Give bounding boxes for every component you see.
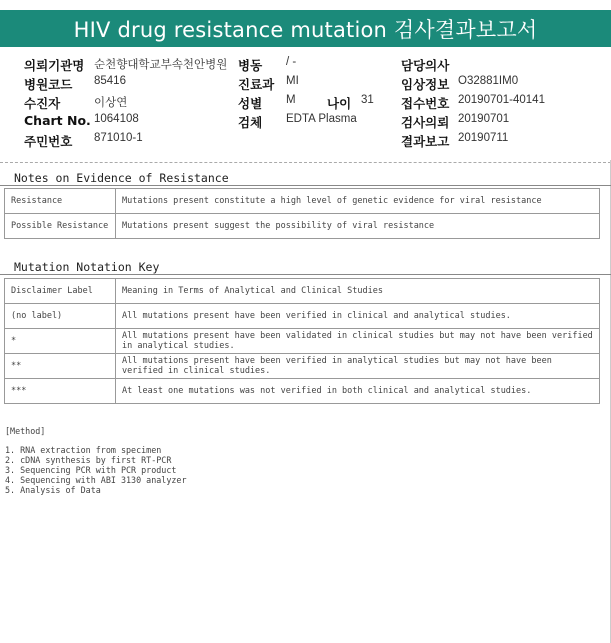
clinical-info-label: 임상정보: [401, 77, 450, 92]
patient-value: 이상연: [94, 97, 128, 109]
notes-label-possible: Possible Resistance: [5, 214, 116, 239]
specimen-label: 검체: [238, 115, 263, 130]
table-row: [5, 329, 600, 354]
info-row-4: [0, 113, 611, 132]
key-label-2: **: [5, 354, 116, 379]
method-heading: [Method]: [5, 426, 46, 436]
table-row: [5, 189, 600, 214]
key-section-title: Mutation Notation Key: [14, 260, 160, 274]
key-label-3: ***: [5, 379, 116, 404]
dept-label: 진료과: [238, 77, 275, 92]
ward-value: / -: [286, 56, 297, 68]
method-step: 1. RNA extraction from specimen: [5, 445, 162, 455]
receipt-value: 20190701-40141: [458, 94, 545, 106]
key-header-label: Disclaimer Label: [5, 279, 116, 304]
hospital-code-label: 병원코드: [24, 77, 73, 92]
notes-table: [4, 188, 600, 239]
method-step: 4. Sequencing with ABI 3130 analyzer: [5, 475, 187, 485]
dashed-divider: [0, 162, 611, 163]
patient-info-block: [0, 52, 611, 152]
report-title: HIV drug resistance mutation 검사결과보고서: [0, 10, 611, 47]
table-row: [5, 304, 600, 329]
receipt-label: 접수번호: [401, 96, 450, 111]
key-label-1: *: [5, 329, 116, 354]
rrn-value: 871010-1: [94, 132, 143, 144]
request-value: 20190701: [458, 113, 510, 125]
report-value: 20190711: [458, 132, 509, 144]
method-section: [5, 426, 187, 495]
institution-value: 순천향대학교부속천안병원: [94, 59, 228, 71]
report-label: 결과보고: [401, 134, 450, 149]
notes-text-possible: Mutations present suggest the possibility of viral resistance: [116, 214, 600, 239]
info-row-1: [0, 56, 611, 75]
table-row: [5, 379, 600, 404]
method-step: 2. cDNA synthesis by first RT-PCR: [5, 455, 172, 465]
method-step: 3. Sequencing PCR with PCR product: [5, 465, 177, 475]
key-header-text: Meaning in Terms of Analytical and Clinical Studies: [116, 279, 600, 304]
clinical-info-value: O32881IM0: [458, 75, 519, 87]
key-text-3: At least one mutations was not verified in both clinical and analytical studies.: [116, 379, 600, 404]
chart-label: Chart No.: [24, 113, 91, 128]
table-row: [5, 214, 600, 239]
patient-label: 수진자: [24, 96, 61, 111]
key-text-0: All mutations present have been verified in clinical and analytical studies.: [116, 304, 600, 329]
rrn-label: 주민번호: [24, 134, 73, 149]
notes-section-title: Notes on Evidence of Resistance: [14, 171, 229, 185]
method-step: 5. Analysis of Data: [5, 485, 101, 495]
notation-key-table: [4, 278, 600, 404]
info-row-2: [0, 75, 611, 94]
notes-label-resistance: Resistance: [5, 189, 116, 214]
notes-section-rule: [0, 185, 611, 186]
notes-text-resistance: Mutations present constitute a high level of genetic evidence for viral resistance: [116, 189, 600, 214]
key-section-rule: [0, 274, 611, 275]
key-label-0: (no label): [5, 304, 116, 329]
age-label: 나이: [327, 96, 352, 111]
dept-value: MI: [286, 75, 299, 87]
age-value: 31: [361, 94, 374, 106]
key-text-1: All mutations present have been validated in clinical studies but may not have been verified in analytical studies.: [116, 329, 600, 354]
key-text-2: All mutations present have been verified in analytical studies but may not have been verified in clinical studies.: [116, 354, 600, 379]
info-row-3: [0, 94, 611, 113]
chart-value: 1064108: [94, 113, 139, 125]
sex-label: 성별: [238, 96, 263, 111]
info-row-5: [0, 132, 611, 151]
specimen-value: EDTA Plasma: [286, 113, 357, 125]
table-row: [5, 354, 600, 379]
doctor-label: 담당의사: [401, 58, 450, 73]
sex-value: M: [286, 94, 296, 106]
ward-label: 병동: [238, 58, 263, 73]
table-header-row: [5, 279, 600, 304]
request-label: 검사의뢰: [401, 115, 450, 130]
institution-label: 의뢰기관명: [24, 58, 85, 73]
hospital-code-value: 85416: [94, 75, 126, 87]
